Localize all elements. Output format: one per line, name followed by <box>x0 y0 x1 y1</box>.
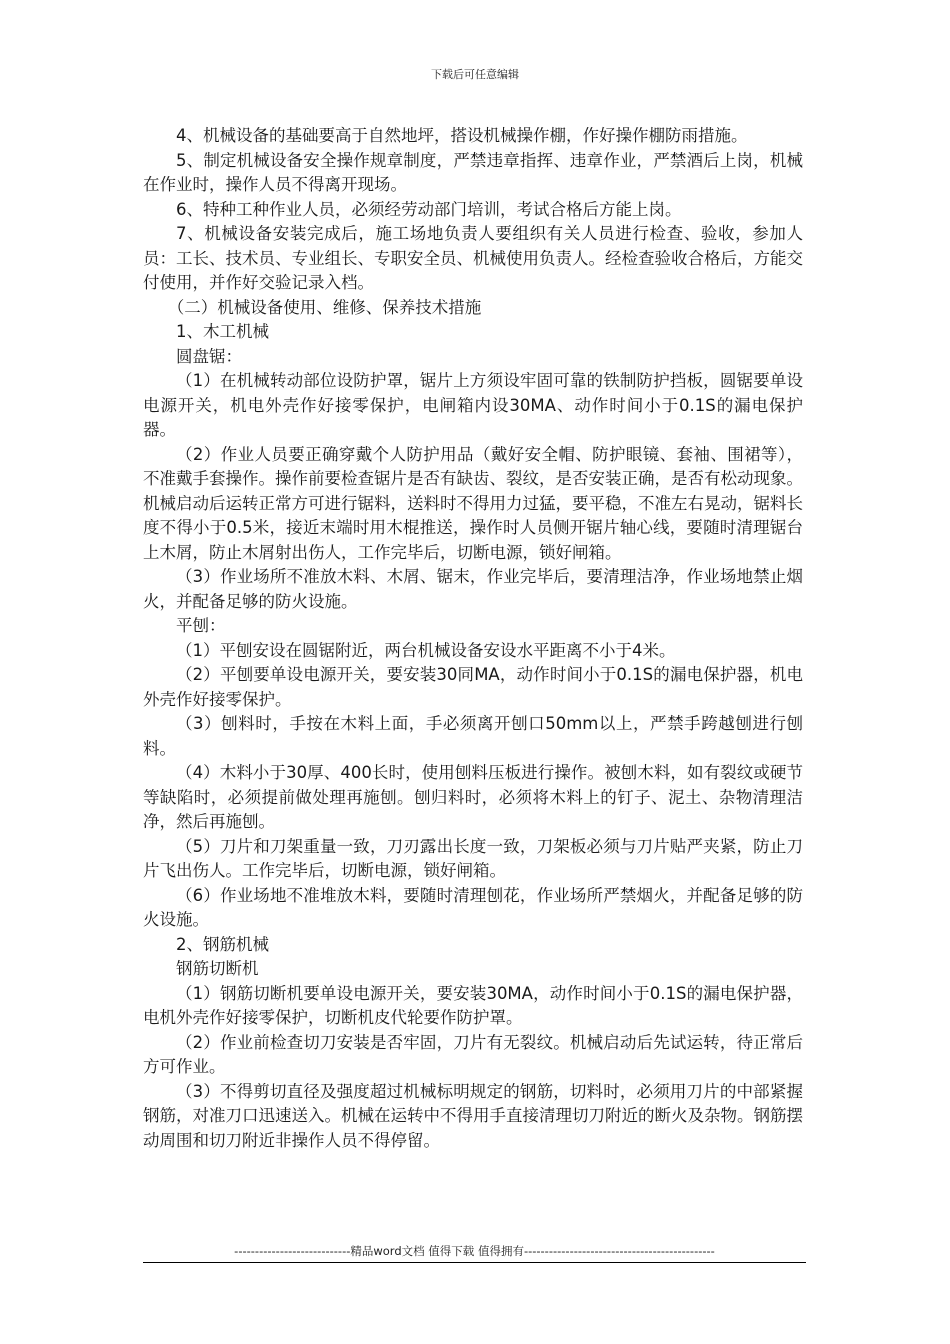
item-heading: 平刨： <box>176 616 226 635</box>
paragraph: 6、特种工种作业人员，必须经劳动部门培训，考试合格后方能上岗。 <box>176 199 682 219</box>
paragraph: 7、机械设备安装完成后，施工场地负责人要组织有关人员进行检查、验收，参加人员：工长、技术员、专业组长、专职安全员、机械使用负责人。经检查验收合格后，方能交付使用，并作好交验记录入档。 <box>143 224 803 292</box>
paragraph: （3）刨料时，手按在木料上面，手必须离开刨口50mm以上，严禁手跨越刨进行刨料。 <box>143 714 803 758</box>
paragraph: （3）作业场所不准放木料、木屑、锯末，作业完毕后，要清理洁净，作业场地禁止烟火，并配备足够的防火设施。 <box>143 567 803 611</box>
document-body <box>143 124 803 1153</box>
subsection-heading: 2、钢筋机械 <box>176 934 269 954</box>
paragraph: （1）钢筋切断机要单设电源开关，要安装30MA，动作时间小于0.1S的漏电保护器，电机外壳作好接零保护，切断机皮代轮要作防护罩。 <box>143 983 803 1027</box>
subsection-heading: 1、木工机械 <box>176 322 269 341</box>
page-header: 下载后可任意编辑 <box>431 68 519 81</box>
paragraph: （2）作业前检查切刀安装是否牢固，刀片有无裂纹。机械启动后先试运转，待正常后方可作业。 <box>143 1032 803 1076</box>
paragraph: （6）作业场地不准堆放木料，要随时清理刨花，作业场所严禁烟火，并配备足够的防火设施。 <box>143 885 803 929</box>
footer-divider <box>143 1262 806 1263</box>
paragraph: 4、机械设备的基础要高于自然地坪，搭设机械操作棚，作好操作棚防雨措施。 <box>176 126 748 145</box>
paragraph: 5、制定机械设备安全操作规章制度，严禁违章指挥、违章作业，严禁酒后上岗，机械在作业时，操作人员不得离开现场。 <box>143 150 803 194</box>
paragraph: （2）平刨要单设电源开关，要安装30同MA，动作时间小于0.1S的漏电保护器，机电外壳作好接零保护。 <box>143 665 803 709</box>
paragraph: （5）刀片和刀架重量一致，刀刃露出长度一致，刀架板必须与刀片贴严夹紧，防止刀片飞出伤人。工作完毕后，切断电源，锁好闸箱。 <box>143 836 803 880</box>
paragraph: （3）不得剪切直径及强度超过机械标明规定的钢筋，切料时，必须用刀片的中部紧握钢筋，对准刀口迅速送入。机械在运转中不得用手直接清理切刀附近的断火及杂物。钢筋摆动周围和切刀附近非操作人员不得停留。 <box>143 1081 803 1150</box>
paragraph: （4）木料小于30厚、400长时，使用刨料压板进行操作。被刨木料，如有裂纹或硬节等缺陷时，必须提前做处理再施刨。刨归料时，必须将木料上的钉子、泥土、杂物清理洁净，然后再施刨。 <box>143 763 803 831</box>
paragraph: （2）作业人员要正确穿戴个人防护用品（戴好安全帽、防护眼镜、套袖、围裙等），不准戴手套操作。操作前要检查锯片是否有缺齿、裂纹，是否安装正确，是否有松动现象。机械启动后运转正常方可进行锯料，送料时不得用力过猛，要平稳，不准左右晃动，锯料长度不得小于0.5米，接近末端时用木棍推送，操作时人员侧开锯片轴心线，要随时清理锯台上木屑，防止木屑射出伤人，工作完毕后，切断电源，锁好闸箱。 <box>143 444 803 562</box>
item-heading: 圆盘锯： <box>176 346 242 366</box>
section-heading: （二）机械设备使用、维修、保养技术措施 <box>167 297 482 317</box>
page-footer: ----------------------------精品word文档 值得下载 值得拥有---------------------------------------------- <box>234 1244 715 1258</box>
paragraph: （1）在机械转动部位设防护罩，锯片上方须设牢固可靠的铁制防护挡板，圆锯要单设电源开关，机电外壳作好接零保护，电闸箱内设30MA、动作时间小于0.1S的漏电保护器。 <box>143 371 803 439</box>
item-heading: 钢筋切断机 <box>176 959 259 978</box>
paragraph: （1）平刨安设在圆锯附近，两台机械设备安设水平距离不小于4米。 <box>176 640 676 660</box>
